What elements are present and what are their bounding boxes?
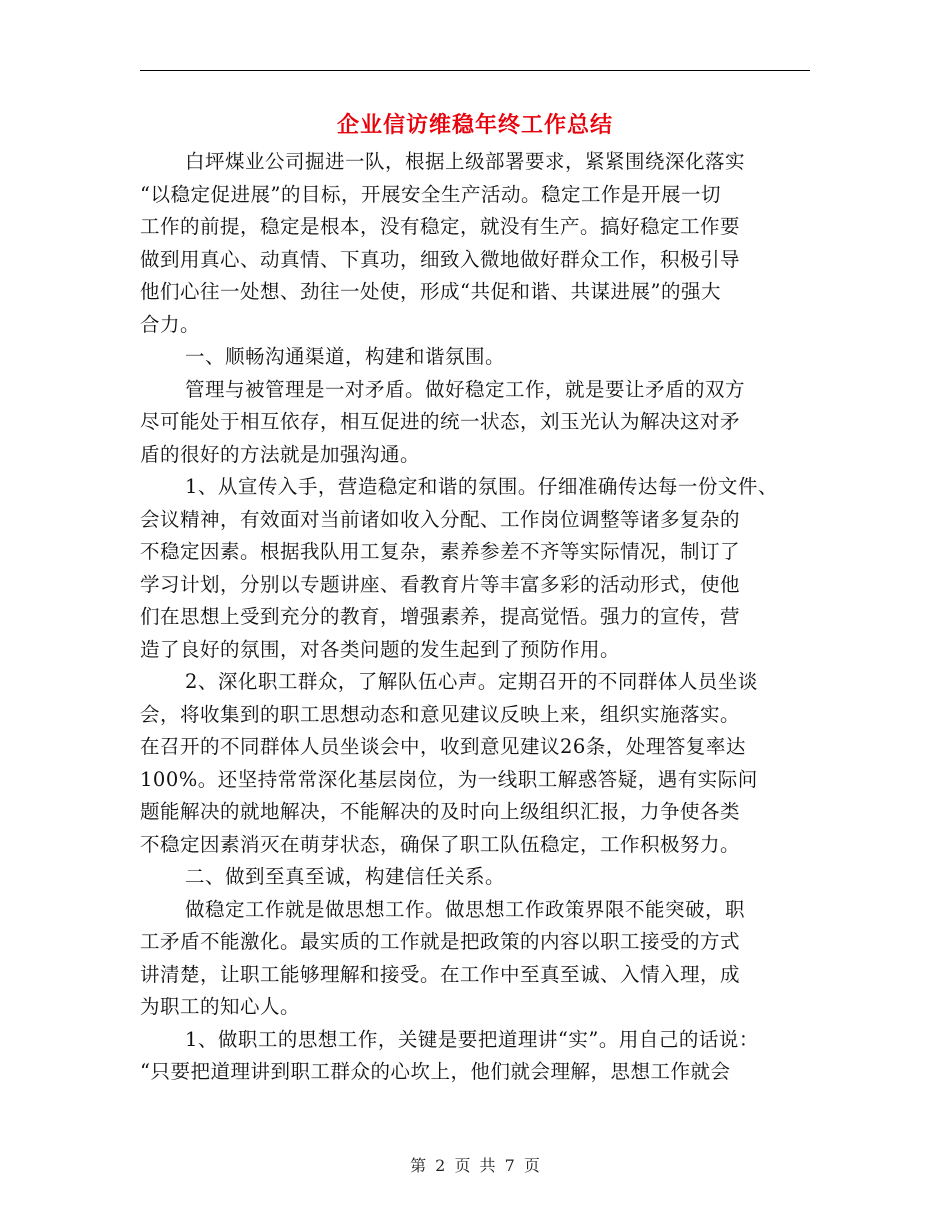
- body-line: 一、顺畅沟通渠道，构建和谐氛围。: [185, 345, 506, 368]
- body-line: 白坪煤业公司掘进一队，根据上级部署要求，紧紧围绕深化落实: [185, 150, 746, 173]
- body-line: 他们心往一处想、劲往一处使，形成“共促和谐、共谋进展”的强大: [140, 280, 721, 303]
- body-line: 们在思想上受到充分的教育，增强素养，提高觉悟。强力的宣传，营: [140, 605, 741, 628]
- body-line: 做稳定工作就是做思想工作。做思想工作政策界限不能突破，职: [185, 897, 746, 921]
- body-line: 2、深化职工群众，了解队伍心声。定期召开的不同群体人员坐谈: [185, 670, 758, 693]
- body-line: 做到用真心、动真情、下真功，细致入微地做好群众工作，积极引导: [140, 247, 741, 271]
- body-line: 1、从宣传入手，营造稳定和谐的氛围。仔细准确传达每一份文件、: [185, 475, 778, 498]
- body-line: 题能解决的就地解决，不能解决的及时向上级组织汇报，力争使各类: [140, 800, 741, 823]
- header-rule: [140, 70, 810, 71]
- body-line: 1、做职工的思想工作，关键是要把道理讲“实”。用自己的话说：: [185, 1027, 759, 1051]
- document-body: [140, 146, 812, 1089]
- body-line: “只要把道理讲到职工群众的心坎上，他们就会理解，思想工作就会: [140, 1060, 731, 1083]
- body-line: 100%。还坚持常常深化基层岗位，为一线职工解惑答疑，遇有实际问: [140, 767, 758, 791]
- body-line: “以稳定促进展”的目标，开展安全生产活动。稳定工作是开展一切: [140, 182, 721, 206]
- body-line: 合力。: [140, 312, 201, 336]
- page-number-footer: 第 2 页 共 7 页: [410, 1156, 540, 1175]
- document-title: 企业信访维稳年终工作总结: [336, 112, 613, 138]
- body-line: 会，将收集到的职工思想动态和意见建议反映上来，组织实施落实。: [140, 702, 741, 726]
- body-line: 会议精神，有效面对当前诸如收入分配、工作岗位调整等诸多复杂的: [140, 507, 741, 531]
- body-line: 管理与被管理是一对矛盾。做好稳定工作，就是要让矛盾的双方: [185, 377, 746, 401]
- body-line: 造了良好的氛围，对各类问题的发生起到了预防作用。: [140, 637, 621, 661]
- body-line: 在召开的不同群体人员坐谈会中，收到意见建议26条，处理答复率达: [140, 735, 746, 758]
- body-line: 不稳定因素消灭在萌芽状态，确保了职工队伍稳定，工作积极努力。: [140, 832, 741, 856]
- body-line: 讲清楚，让职工能够理解和接受。在工作中至真至诚、入情入理，成: [140, 962, 741, 986]
- body-line: 工作的前提，稳定是根本，没有稳定，就没有生产。搞好稳定工作要: [140, 215, 741, 238]
- body-line: 二、做到至真至诚，构建信任关系。: [185, 865, 506, 888]
- body-line: 工矛盾不能激化。最实质的工作就是把政策的内容以职工接受的方式: [140, 930, 741, 953]
- body-line: 为职工的知心人。: [140, 995, 301, 1018]
- body-line: 盾的很好的方法就是加强沟通。: [140, 442, 421, 466]
- body-line: 学习计划，分别以专题讲座、看教育片等丰富多彩的活动形式，使他: [140, 572, 741, 596]
- body-line: 尽可能处于相互依存，相互促进的统一状态，刘玉光认为解决这对矛: [140, 410, 741, 433]
- body-line: 不稳定因素。根据我队用工复杂，素养参差不齐等实际情况，制订了: [140, 540, 741, 563]
